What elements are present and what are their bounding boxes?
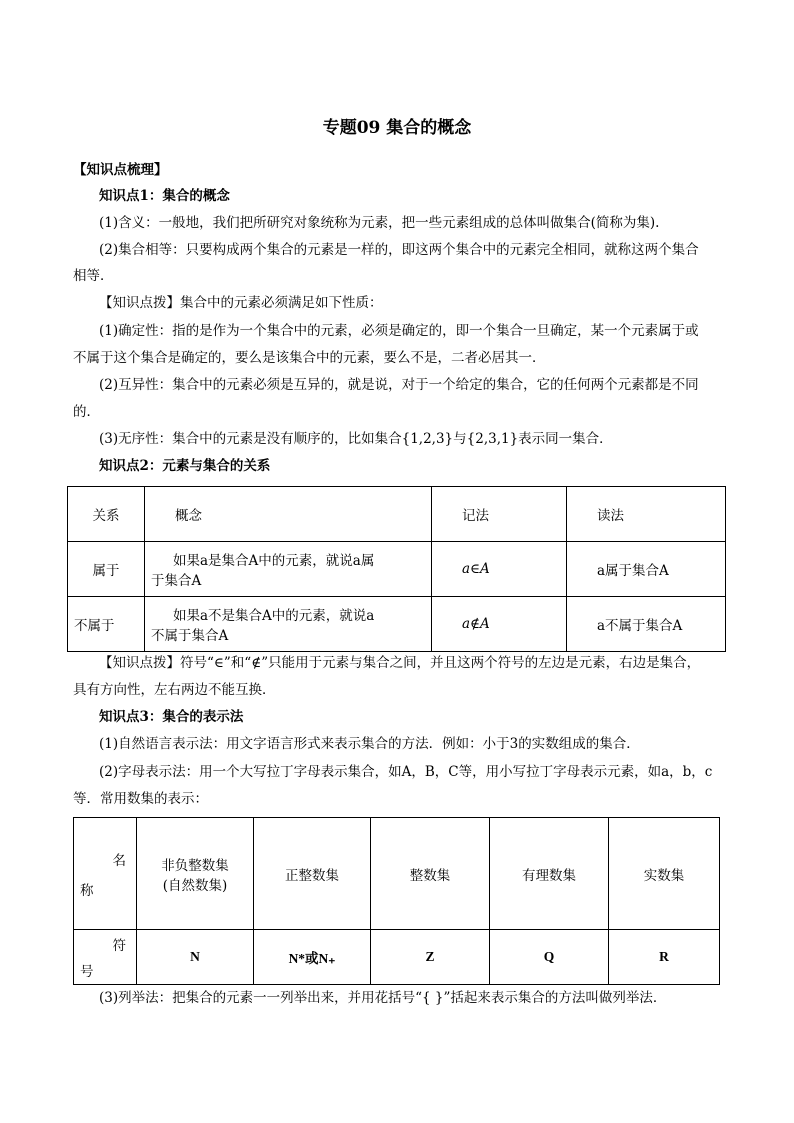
symbol-label-cell xyxy=(74,930,137,985)
set-symbol-cell: N xyxy=(137,930,254,985)
kp3-paragraph-2-line-2: 等．常用数集的表示： xyxy=(73,791,208,807)
concept-line: 不属于集合A xyxy=(151,628,229,644)
symbol-label-line: 号 xyxy=(80,964,94,980)
kp3-paragraph-3: (3)列举法：把集合的元素一一列举出来，并用花括号“{ }”括起来表示集合的方法叫做列举法． xyxy=(99,990,667,1006)
kp1-heading: 知识点1：集合的概念 xyxy=(99,188,230,204)
table-header-row xyxy=(68,487,726,542)
reading-cell: a不属于集合A xyxy=(567,597,726,652)
kp2-heading: 知识点2：元素与集合的关系 xyxy=(99,458,271,474)
kp1-prop3: (3)无序性：集合中的元素是没有顺序的，比如集合{1,2,3}与{2,3,1}表示同一集合． xyxy=(99,431,613,447)
set-symbol-cell: N*或N₊ xyxy=(254,930,371,985)
reading-cell: a属于集合A xyxy=(567,542,726,597)
set-name-cell: 有理数集 xyxy=(490,818,609,930)
set-name-cell xyxy=(137,818,254,930)
kp2-tip-line-1: 【知识点拨】符号“∈”和“∉”只能用于元素与集合之间，并且这两个符号的左边是元素，右边是集合， xyxy=(99,655,701,671)
concept-cell xyxy=(145,542,432,597)
notation-cell: a∈A xyxy=(432,542,567,597)
set-name-cell: 实数集 xyxy=(609,818,720,930)
kp3-paragraph-2-line-1: (2)字母表示法：用一个大写拉丁字母表示集合，如A，B，C等，用小写拉丁字母表示元素，如a，b，c xyxy=(99,764,713,780)
kp1-paragraph-2-line-1: (2)集合相等：只要构成两个集合的元素是一样的，即这两个集合中的元素完全相同，就称这两个集合 xyxy=(99,242,699,258)
relation-cell: 属于 xyxy=(68,542,145,597)
table-row xyxy=(68,597,726,652)
set-name-line: (自然数集) xyxy=(162,877,228,894)
set-name-cell: 整数集 xyxy=(371,818,490,930)
concept-cell xyxy=(145,597,432,652)
kp1-tip: 【知识点拨】集合中的元素必须满足如下性质： xyxy=(99,295,383,311)
set-name-line: 非负整数集 xyxy=(161,857,229,874)
header-cell: 记法 xyxy=(432,487,567,542)
kp1-prop2-line-2: 的． xyxy=(73,404,100,420)
kp3-paragraph-1: (1)自然语言表示法：用文字语言形式来表示集合的方法．例如：小于3的实数组成的集合． xyxy=(99,736,640,752)
kp1-paragraph-2-line-2: 相等． xyxy=(73,268,114,284)
name-label-line: 称 xyxy=(80,882,94,899)
set-name-cell: 正整数集 xyxy=(254,818,371,930)
kp1-prop1-line-2: 不属于这个集合是确定的，要么是该集合中的元素，要么不是，二者必居其一． xyxy=(73,350,546,366)
table-row xyxy=(68,542,726,597)
set-symbol-cell: Z xyxy=(371,930,490,985)
section-header: 【知识点梳理】 xyxy=(73,162,168,178)
kp1-prop2-line-1: (2)互异性：集合中的元素必须是互异的，就是说，对于一个给定的集合，它的任何两个元素都是不同 xyxy=(99,377,699,393)
header-cell: 概念 xyxy=(145,487,432,542)
relation-cell: 不属于 xyxy=(68,597,145,652)
name-label-cell xyxy=(74,818,137,930)
kp1-prop1-line-1: (1)确定性：指的是作为一个集合中的元素，必须是确定的，即一个集合一旦确定，某一个元素属于或 xyxy=(99,323,699,339)
symbol-label-line: 符 xyxy=(112,938,126,954)
name-label-line: 名 xyxy=(112,852,126,869)
kp2-tip-line-2: 具有方向性，左右两边不能互换． xyxy=(73,682,276,698)
page-title: 专题09 集合的概念 xyxy=(322,118,472,138)
set-symbol-cell: R xyxy=(609,930,720,985)
set-symbol-cell: Q xyxy=(490,930,609,985)
notation-cell: a∉A xyxy=(432,597,567,652)
kp1-paragraph-1: (1)含义：一般地，我们把所研究对象统称为元素，把一些元素组成的总体叫做集合(简称为集). xyxy=(99,215,660,231)
concept-line: 如果a不是集合A中的元素，就说a xyxy=(173,608,375,624)
concept-line: 如果a是集合A中的元素，就说a属 xyxy=(173,553,375,569)
relation-table xyxy=(67,486,726,652)
number-sets-table xyxy=(73,817,720,985)
concept-line: 于集合A xyxy=(151,573,202,589)
table-row xyxy=(74,818,720,930)
header-cell: 关系 xyxy=(68,487,145,542)
header-cell: 读法 xyxy=(567,487,726,542)
kp3-heading: 知识点3：集合的表示法 xyxy=(99,709,244,725)
table-row xyxy=(74,930,720,985)
